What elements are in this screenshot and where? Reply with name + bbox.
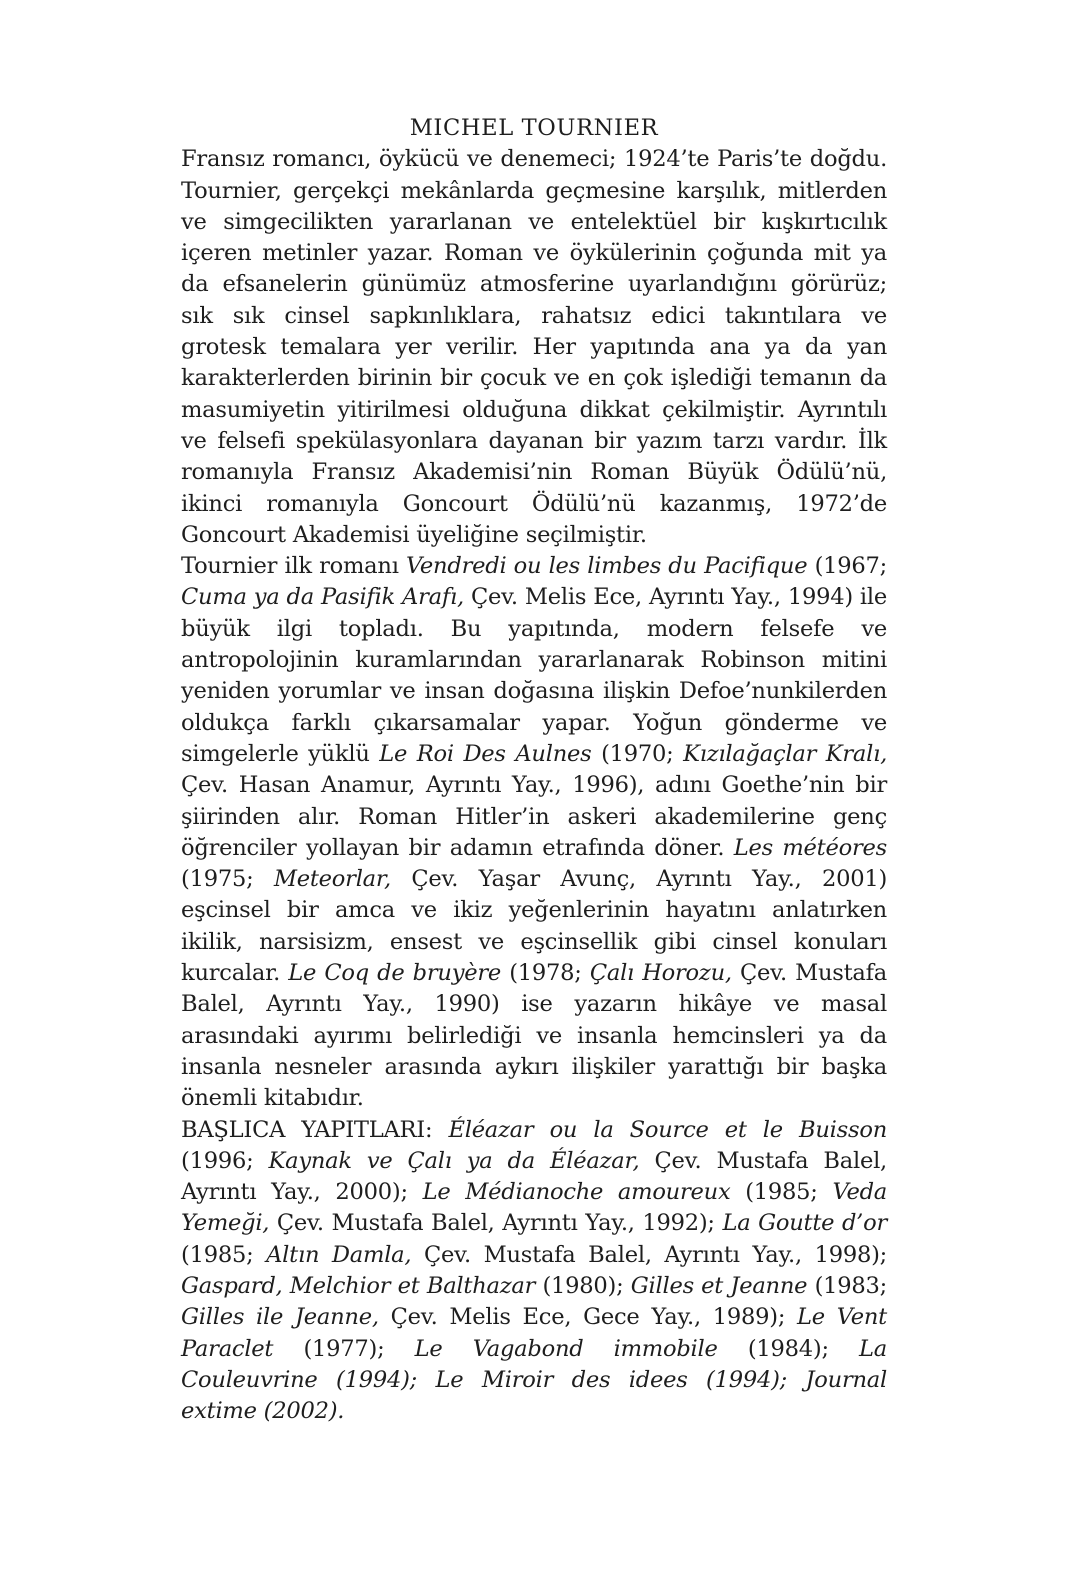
- italic-title-segment: La Goutte d’or: [722, 1210, 888, 1237]
- biography-paragraph: [181, 144, 887, 551]
- author-heading: MICHEL TOURNIER: [409, 115, 659, 141]
- italic-title-segment: Le Vent Paraclet: [181, 1304, 887, 1362]
- italic-title-segment: Vendredi ou les limbes du Pacifique: [405, 553, 808, 580]
- italic-title-segment: Le Vagabond immobile: [414, 1335, 718, 1362]
- text-segment: Çev. Melis Ece, Gece Yay., 1989);: [378, 1304, 798, 1331]
- text-block: [181, 113, 887, 1427]
- italic-title-segment: Éléazar ou la Source et le Buisson: [448, 1116, 887, 1143]
- italic-title-segment: Le Coq de bruyère: [288, 960, 502, 987]
- major-works-paragraph: [181, 1115, 887, 1428]
- text-segment: Çev. Melis Ece, Ayrıntı Yay., 1994) ile büyük ilgi topladı. Bu yapıtında, modern felsefe ve antropolojinin kuramlarından yararlanarak Robinson mitini yeniden yorumlar ve insan doğasına ilişkin Defoe’nunkilerden oldukça farklı çıkarsamalar yapar. Yoğun gönderme ve simgelerle yüklü: [181, 584, 888, 767]
- novels-paragraph: [181, 551, 887, 1114]
- italic-title-segment: Cuma ya da Pasifik Arafı,: [181, 584, 464, 611]
- text-segment: Çev. Yaşar Avunç, Ayrıntı Yay., 2001) eşcinsel bir amca ve ikiz yeğenlerinin hayatını anlatırken ikilik, narsisizm, ensest ve eşcinsellik gibi cinsel konuları kurcalar.: [181, 866, 888, 987]
- italic-title-segment: Gilles ile Jeanne,: [181, 1304, 379, 1331]
- italic-title-segment: Le Roi Des Aulnes: [379, 740, 592, 767]
- text-segment: (1985;: [181, 1241, 267, 1268]
- text-segment: (1967;: [807, 553, 888, 580]
- italic-title-segment: Les météores: [733, 834, 888, 861]
- text-segment: Fransız romancı, öykücü ve denemeci; 1924’te Paris’te doğdu. Tournier, gerçekçi mekânlarda geçmesine karşılık, mitlerden ve simgecilikten yararlanan ve entelektüel bir kışkırtıcılık içeren metinler yazar. Roman ve öykülerinin çoğunda mit ya da efsanelerin günümüz atmosferine uyarlandığını görürüz; sık sık cinsel sapkınlıklara, rahatsız edici takıntılara ve grotesk temalara yer verilir. Her yapıtında ana ya da yan karakterlerden birinin bir çocuk ve en çok işlediği temanın da masumiyetin yitirilmesi olduğuna dikkat çekilmiştir. Ayrıntılı ve felsefi spekülasyonlara dayanan bir yazım tarzı vardır. İlk romanıyla Fransız Akademisi’nin Roman Büyük Ödülü’nü, ikinci romanıyla Goncourt Ödülü’nü kazanmış, 1972’de Goncourt Akademisi üyeliğine seçilmiştir.: [181, 146, 887, 548]
- italic-title-segment: Kaynak ve Çalı ya da Éléazar,: [268, 1147, 640, 1174]
- italic-title-segment: Veda Yemeği,: [181, 1179, 887, 1237]
- text-segment: (1977);: [273, 1335, 415, 1362]
- text-segment: BAŞLICA YAPITLARI:: [181, 1116, 449, 1143]
- text-segment: Çev. Mustafa Balel, Ayrıntı Yay., 1992);: [269, 1210, 723, 1237]
- text-segment: Çev. Mustafa Balel, Ayrıntı Yay., 2000);: [181, 1147, 887, 1206]
- text-segment: (1978;: [501, 960, 590, 987]
- italic-title-segment: Çalı Horozu,: [589, 960, 732, 987]
- text-segment: (1980);: [535, 1272, 631, 1299]
- italic-title-segment: Altın Damla,: [266, 1241, 412, 1268]
- text-segment: (1970;: [591, 740, 684, 767]
- text-segment: (1975;: [181, 866, 274, 893]
- italic-title-segment: Meteorlar,: [273, 866, 391, 893]
- text-segment: (1985;: [730, 1179, 833, 1206]
- italic-title-segment: La Couleuvrine (1994); Le Miroir des idees (1994); Journal extime (2002).: [181, 1335, 887, 1425]
- text-segment: Çev. Mustafa Balel, Ayrıntı Yay., 1990) ise yazarın hikâye ve masal arasındaki ayırımı belirlediği ve insanla hemcinsleri ya da insanla nesneler arasında aykırı ilişkiler yarattığı bir başka önemli kitabıdır.: [181, 960, 887, 1112]
- text-segment: Çev. Mustafa Balel, Ayrıntı Yay., 1998);: [411, 1241, 888, 1268]
- text-segment: (1984);: [717, 1335, 860, 1362]
- text-segment: Çev. Hasan Anamur, Ayrıntı Yay., 1996), adını Goethe’nin bir şiirinden alır. Roman Hitler’in askeri akademilerine genç öğrenciler yollayan bir adamın etrafında döner.: [181, 772, 887, 861]
- text-segment: (1983;: [807, 1272, 887, 1299]
- italic-title-segment: Kızılağaçlar Kralı,: [683, 740, 887, 767]
- italic-title-segment: Gilles et Jeanne: [630, 1272, 808, 1299]
- text-segment: (1996;: [181, 1147, 269, 1174]
- text-segment: Tournier ilk romanı: [181, 553, 406, 580]
- italic-title-segment: Gaspard, Melchior et Balthazar: [181, 1272, 536, 1299]
- italic-title-segment: Le Médianoche amoureux: [422, 1179, 731, 1206]
